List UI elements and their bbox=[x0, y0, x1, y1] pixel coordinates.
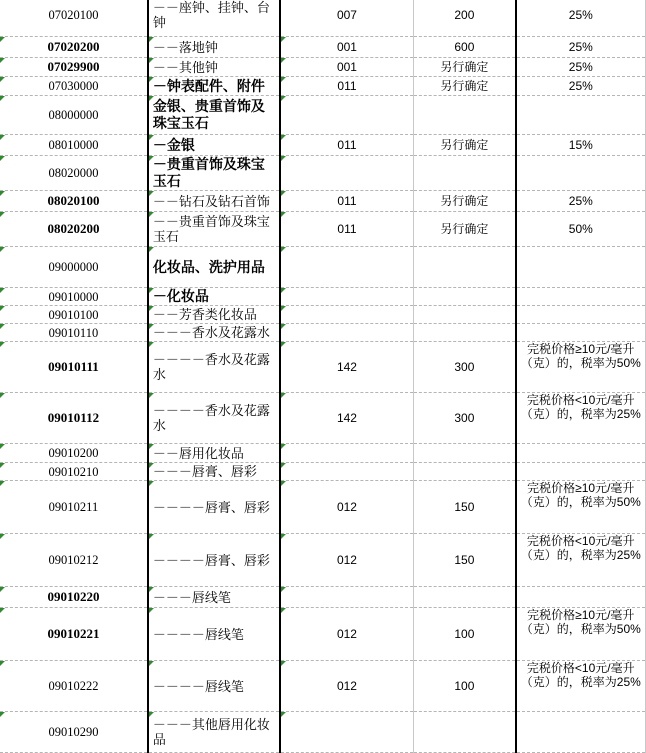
table-row[interactable] bbox=[0, 608, 646, 661]
comment-marker-icon bbox=[0, 156, 5, 161]
comment-marker-icon bbox=[281, 661, 286, 666]
table-row[interactable] bbox=[0, 288, 646, 306]
item-name-cell[interactable]: 金银、贵重首饰及珠宝玉石 bbox=[148, 96, 280, 135]
unit-code-cell[interactable]: 011 bbox=[280, 77, 414, 96]
table-row[interactable] bbox=[0, 587, 646, 608]
item-code-cell[interactable]: 09010100 bbox=[0, 306, 148, 324]
unit-code-cell[interactable]: 012 bbox=[280, 608, 414, 661]
item-name-cell[interactable]: －－－－唇线笔 bbox=[148, 661, 280, 712]
comment-marker-icon bbox=[149, 463, 154, 468]
item-code-cell[interactable]: 09010222 bbox=[0, 661, 148, 712]
duty-value-cell[interactable] bbox=[414, 463, 516, 481]
comment-marker-icon bbox=[281, 481, 286, 486]
item-code-cell[interactable]: 08010000 bbox=[0, 135, 148, 156]
comment-marker-icon bbox=[281, 156, 286, 161]
comment-marker-icon bbox=[149, 156, 154, 161]
tax-rate-cell[interactable] bbox=[516, 156, 646, 191]
comment-marker-icon bbox=[281, 37, 286, 42]
comment-marker-icon bbox=[149, 77, 154, 82]
comment-marker-icon bbox=[0, 444, 5, 449]
item-name-cell[interactable]: －－－香水及花露水 bbox=[148, 324, 280, 342]
tax-rate-cell[interactable] bbox=[516, 587, 646, 608]
duty-value-cell[interactable]: 100 bbox=[414, 661, 516, 712]
table-row[interactable] bbox=[0, 324, 646, 342]
comment-marker-icon bbox=[0, 534, 5, 539]
comment-marker-icon bbox=[281, 58, 286, 63]
unit-code-cell[interactable] bbox=[280, 306, 414, 324]
tax-rate-cell[interactable]: 25% bbox=[516, 0, 646, 37]
comment-marker-icon bbox=[281, 135, 286, 140]
comment-marker-icon bbox=[149, 587, 154, 592]
tax-rate-cell[interactable] bbox=[516, 444, 646, 463]
tax-rate-cell[interactable]: 完税价格<10元/毫升（克）的，税率为25% bbox=[516, 534, 646, 587]
item-name-cell[interactable]: －－芳香类化妆品 bbox=[148, 306, 280, 324]
comment-marker-icon bbox=[0, 212, 5, 217]
comment-marker-icon bbox=[149, 247, 154, 252]
duty-value-cell[interactable]: 200 bbox=[414, 0, 516, 37]
comment-marker-icon bbox=[281, 463, 286, 468]
table-row[interactable] bbox=[0, 661, 646, 712]
comment-marker-icon bbox=[0, 96, 5, 101]
table-row[interactable] bbox=[0, 37, 646, 58]
comment-marker-icon bbox=[149, 661, 154, 666]
table-row[interactable] bbox=[0, 712, 646, 753]
comment-marker-icon bbox=[0, 37, 5, 42]
tax-rate-cell[interactable] bbox=[516, 96, 646, 135]
duty-value-cell[interactable]: 100 bbox=[414, 608, 516, 661]
item-name-cell[interactable]: －－座钟、挂钟、台钟 bbox=[148, 0, 280, 37]
unit-code-cell[interactable]: 001 bbox=[280, 37, 414, 58]
comment-marker-icon bbox=[149, 135, 154, 140]
comment-marker-icon bbox=[0, 661, 5, 666]
comment-marker-icon bbox=[0, 135, 5, 140]
comment-marker-icon bbox=[149, 288, 154, 293]
table-row[interactable] bbox=[0, 306, 646, 324]
item-code-cell[interactable]: 09010110 bbox=[0, 324, 148, 342]
item-name-cell[interactable]: －－钻石及钻石首饰 bbox=[148, 191, 280, 212]
unit-code-cell[interactable] bbox=[280, 96, 414, 135]
unit-code-cell[interactable]: 012 bbox=[280, 481, 414, 534]
comment-marker-icon bbox=[149, 37, 154, 42]
tax-rate-cell[interactable] bbox=[516, 288, 646, 306]
unit-code-cell[interactable]: 142 bbox=[280, 342, 414, 393]
comment-marker-icon bbox=[149, 306, 154, 311]
duty-value-cell[interactable] bbox=[414, 587, 516, 608]
comment-marker-icon bbox=[281, 247, 286, 252]
item-code-cell[interactable]: 09010210 bbox=[0, 463, 148, 481]
unit-code-cell[interactable]: 012 bbox=[280, 661, 414, 712]
comment-marker-icon bbox=[281, 77, 286, 82]
item-code-cell[interactable]: 08020000 bbox=[0, 156, 148, 191]
item-code-cell[interactable]: 07029900 bbox=[0, 58, 148, 77]
item-code-cell[interactable]: 09010221 bbox=[0, 608, 148, 661]
item-name-cell[interactable]: －钟表配件、附件 bbox=[148, 77, 280, 96]
comment-marker-icon bbox=[281, 444, 286, 449]
comment-marker-icon bbox=[0, 342, 5, 347]
table-row[interactable] bbox=[0, 342, 646, 393]
item-code-cell[interactable]: 09010212 bbox=[0, 534, 148, 587]
item-name-cell[interactable]: －－－其他唇用化妆品 bbox=[148, 712, 280, 753]
table-row[interactable] bbox=[0, 212, 646, 247]
comment-marker-icon bbox=[149, 534, 154, 539]
comment-marker-icon bbox=[149, 191, 154, 196]
comment-marker-icon bbox=[0, 77, 5, 82]
comment-marker-icon bbox=[0, 393, 5, 398]
comment-marker-icon bbox=[0, 324, 5, 329]
item-code-cell[interactable]: 09010220 bbox=[0, 587, 148, 608]
duty-value-cell[interactable]: 另行确定 bbox=[414, 58, 516, 77]
duty-value-cell[interactable]: 300 bbox=[414, 342, 516, 393]
comment-marker-icon bbox=[0, 306, 5, 311]
duty-value-cell[interactable] bbox=[414, 247, 516, 288]
item-code-cell[interactable]: 09000000 bbox=[0, 247, 148, 288]
comment-marker-icon bbox=[281, 306, 286, 311]
comment-marker-icon bbox=[281, 212, 286, 217]
table-row[interactable] bbox=[0, 444, 646, 463]
item-name-cell[interactable]: －－唇用化妆品 bbox=[148, 444, 280, 463]
tax-rate-cell[interactable]: 完税价格≥10元/毫升（克）的，税率为50% bbox=[516, 608, 646, 661]
unit-code-cell[interactable] bbox=[280, 156, 414, 191]
table-row[interactable] bbox=[0, 58, 646, 77]
comment-marker-icon bbox=[0, 608, 5, 613]
tax-rate-cell[interactable] bbox=[516, 247, 646, 288]
item-code-cell[interactable]: 09010200 bbox=[0, 444, 148, 463]
tax-rate-cell[interactable]: 50% bbox=[516, 212, 646, 247]
duty-value-cell[interactable]: 另行确定 bbox=[414, 191, 516, 212]
tax-rate-cell[interactable] bbox=[516, 324, 646, 342]
unit-code-cell[interactable]: 012 bbox=[280, 534, 414, 587]
table-row[interactable] bbox=[0, 393, 646, 444]
item-code-cell[interactable]: 09010112 bbox=[0, 393, 148, 444]
tax-rate-cell[interactable] bbox=[516, 306, 646, 324]
duty-value-cell[interactable] bbox=[414, 444, 516, 463]
table-row[interactable] bbox=[0, 247, 646, 288]
table-row[interactable] bbox=[0, 463, 646, 481]
table-row[interactable] bbox=[0, 77, 646, 96]
comment-marker-icon bbox=[0, 247, 5, 252]
item-code-cell[interactable]: 09010000 bbox=[0, 288, 148, 306]
comment-marker-icon bbox=[149, 608, 154, 613]
unit-code-cell[interactable]: 011 bbox=[280, 212, 414, 247]
item-code-cell[interactable]: 08000000 bbox=[0, 96, 148, 135]
tax-rate-cell[interactable]: 完税价格≥10元/毫升（克）的，税率为50% bbox=[516, 481, 646, 534]
item-code-cell[interactable]: 07020200 bbox=[0, 37, 148, 58]
duty-value-cell[interactable]: 600 bbox=[414, 37, 516, 58]
item-name-cell[interactable]: －－－－唇膏、唇彩 bbox=[148, 481, 280, 534]
item-name-cell[interactable]: －－－－唇线笔 bbox=[148, 608, 280, 661]
table-row[interactable] bbox=[0, 156, 646, 191]
unit-code-cell[interactable] bbox=[280, 587, 414, 608]
item-code-cell[interactable]: 09010211 bbox=[0, 481, 148, 534]
item-name-cell[interactable]: －贵重首饰及珠宝玉石 bbox=[148, 156, 280, 191]
tax-rate-cell[interactable]: 25% bbox=[516, 77, 646, 96]
item-name-cell[interactable]: －化妆品 bbox=[148, 288, 280, 306]
comment-marker-icon bbox=[149, 212, 154, 217]
comment-marker-icon bbox=[149, 58, 154, 63]
table-row[interactable] bbox=[0, 96, 646, 135]
unit-code-cell[interactable]: 142 bbox=[280, 393, 414, 444]
duty-value-cell[interactable] bbox=[414, 288, 516, 306]
item-name-cell[interactable]: －－－唇膏、唇彩 bbox=[148, 463, 280, 481]
unit-code-cell[interactable] bbox=[280, 463, 414, 481]
tax-rate-cell[interactable]: 15% bbox=[516, 135, 646, 156]
table-row[interactable] bbox=[0, 481, 646, 534]
item-name-cell[interactable]: －－－－香水及花露水 bbox=[148, 342, 280, 393]
comment-marker-icon bbox=[149, 444, 154, 449]
unit-code-cell[interactable]: 011 bbox=[280, 191, 414, 212]
comment-marker-icon bbox=[0, 58, 5, 63]
table-row[interactable] bbox=[0, 135, 646, 156]
duty-value-cell[interactable]: 150 bbox=[414, 534, 516, 587]
comment-marker-icon bbox=[281, 393, 286, 398]
duty-value-cell[interactable]: 另行确定 bbox=[414, 77, 516, 96]
item-name-cell[interactable]: 化妆品、洗护用品 bbox=[148, 247, 280, 288]
unit-code-cell[interactable] bbox=[280, 324, 414, 342]
comment-marker-icon bbox=[281, 96, 286, 101]
unit-code-cell[interactable] bbox=[280, 712, 414, 753]
comment-marker-icon bbox=[149, 324, 154, 329]
item-name-cell[interactable]: －金银 bbox=[148, 135, 280, 156]
duty-value-cell[interactable]: 300 bbox=[414, 393, 516, 444]
tax-rate-cell[interactable]: 完税价格≥10元/毫升（克）的，税率为50% bbox=[516, 342, 646, 393]
table-row[interactable] bbox=[0, 0, 646, 37]
tax-rate-cell[interactable]: 完税价格<10元/毫升（克）的，税率为25% bbox=[516, 661, 646, 712]
comment-marker-icon bbox=[149, 481, 154, 486]
comment-marker-icon bbox=[149, 393, 154, 398]
duty-value-cell[interactable]: 150 bbox=[414, 481, 516, 534]
tax-rate-cell[interactable] bbox=[516, 712, 646, 753]
duty-value-cell[interactable] bbox=[414, 324, 516, 342]
item-code-cell[interactable]: 09010111 bbox=[0, 342, 148, 393]
comment-marker-icon bbox=[281, 191, 286, 196]
item-code-cell[interactable]: 07030000 bbox=[0, 77, 148, 96]
comment-marker-icon bbox=[149, 96, 154, 101]
duty-value-cell[interactable] bbox=[414, 156, 516, 191]
tax-rate-cell[interactable]: 25% bbox=[516, 191, 646, 212]
item-name-cell[interactable]: －－落地钟 bbox=[148, 37, 280, 58]
comment-marker-icon bbox=[0, 587, 5, 592]
comment-marker-icon bbox=[281, 712, 286, 717]
tax-rate-cell[interactable]: 完税价格<10元/毫升（克）的，税率为25% bbox=[516, 393, 646, 444]
item-name-cell[interactable]: －－－－香水及花露水 bbox=[148, 393, 280, 444]
unit-code-cell[interactable] bbox=[280, 444, 414, 463]
unit-code-cell[interactable]: 007 bbox=[280, 0, 414, 37]
comment-marker-icon bbox=[281, 342, 286, 347]
item-code-cell[interactable]: 08020200 bbox=[0, 212, 148, 247]
item-name-cell[interactable]: －－贵重首饰及珠宝玉石 bbox=[148, 212, 280, 247]
unit-code-cell[interactable]: 001 bbox=[280, 58, 414, 77]
comment-marker-icon bbox=[0, 712, 5, 717]
duty-value-cell[interactable] bbox=[414, 96, 516, 135]
comment-marker-icon bbox=[281, 608, 286, 613]
item-code-cell[interactable]: 08020100 bbox=[0, 191, 148, 212]
duty-value-cell[interactable] bbox=[414, 306, 516, 324]
item-name-cell[interactable]: －－－唇线笔 bbox=[148, 587, 280, 608]
duty-value-cell[interactable]: 另行确定 bbox=[414, 135, 516, 156]
comment-marker-icon bbox=[281, 288, 286, 293]
comment-marker-icon bbox=[149, 712, 154, 717]
item-name-cell[interactable]: －－其他钟 bbox=[148, 58, 280, 77]
comment-marker-icon bbox=[281, 324, 286, 329]
tax-rate-cell[interactable]: 25% bbox=[516, 58, 646, 77]
item-name-cell[interactable]: －－－－唇膏、唇彩 bbox=[148, 534, 280, 587]
comment-marker-icon bbox=[281, 534, 286, 539]
comment-marker-icon bbox=[0, 463, 5, 468]
comment-marker-icon bbox=[0, 191, 5, 196]
unit-code-cell[interactable] bbox=[280, 288, 414, 306]
item-code-cell[interactable]: 07020100 bbox=[0, 0, 148, 37]
unit-code-cell[interactable] bbox=[280, 247, 414, 288]
table-row[interactable] bbox=[0, 191, 646, 212]
comment-marker-icon bbox=[0, 481, 5, 486]
duty-value-cell[interactable] bbox=[414, 712, 516, 753]
duty-value-cell[interactable]: 另行确定 bbox=[414, 212, 516, 247]
unit-code-cell[interactable]: 011 bbox=[280, 135, 414, 156]
item-code-cell[interactable]: 09010290 bbox=[0, 712, 148, 753]
tax-rate-cell[interactable]: 25% bbox=[516, 37, 646, 58]
comment-marker-icon bbox=[0, 288, 5, 293]
table-row[interactable] bbox=[0, 534, 646, 587]
comment-marker-icon bbox=[281, 587, 286, 592]
tax-rate-cell[interactable] bbox=[516, 463, 646, 481]
comment-marker-icon bbox=[149, 342, 154, 347]
